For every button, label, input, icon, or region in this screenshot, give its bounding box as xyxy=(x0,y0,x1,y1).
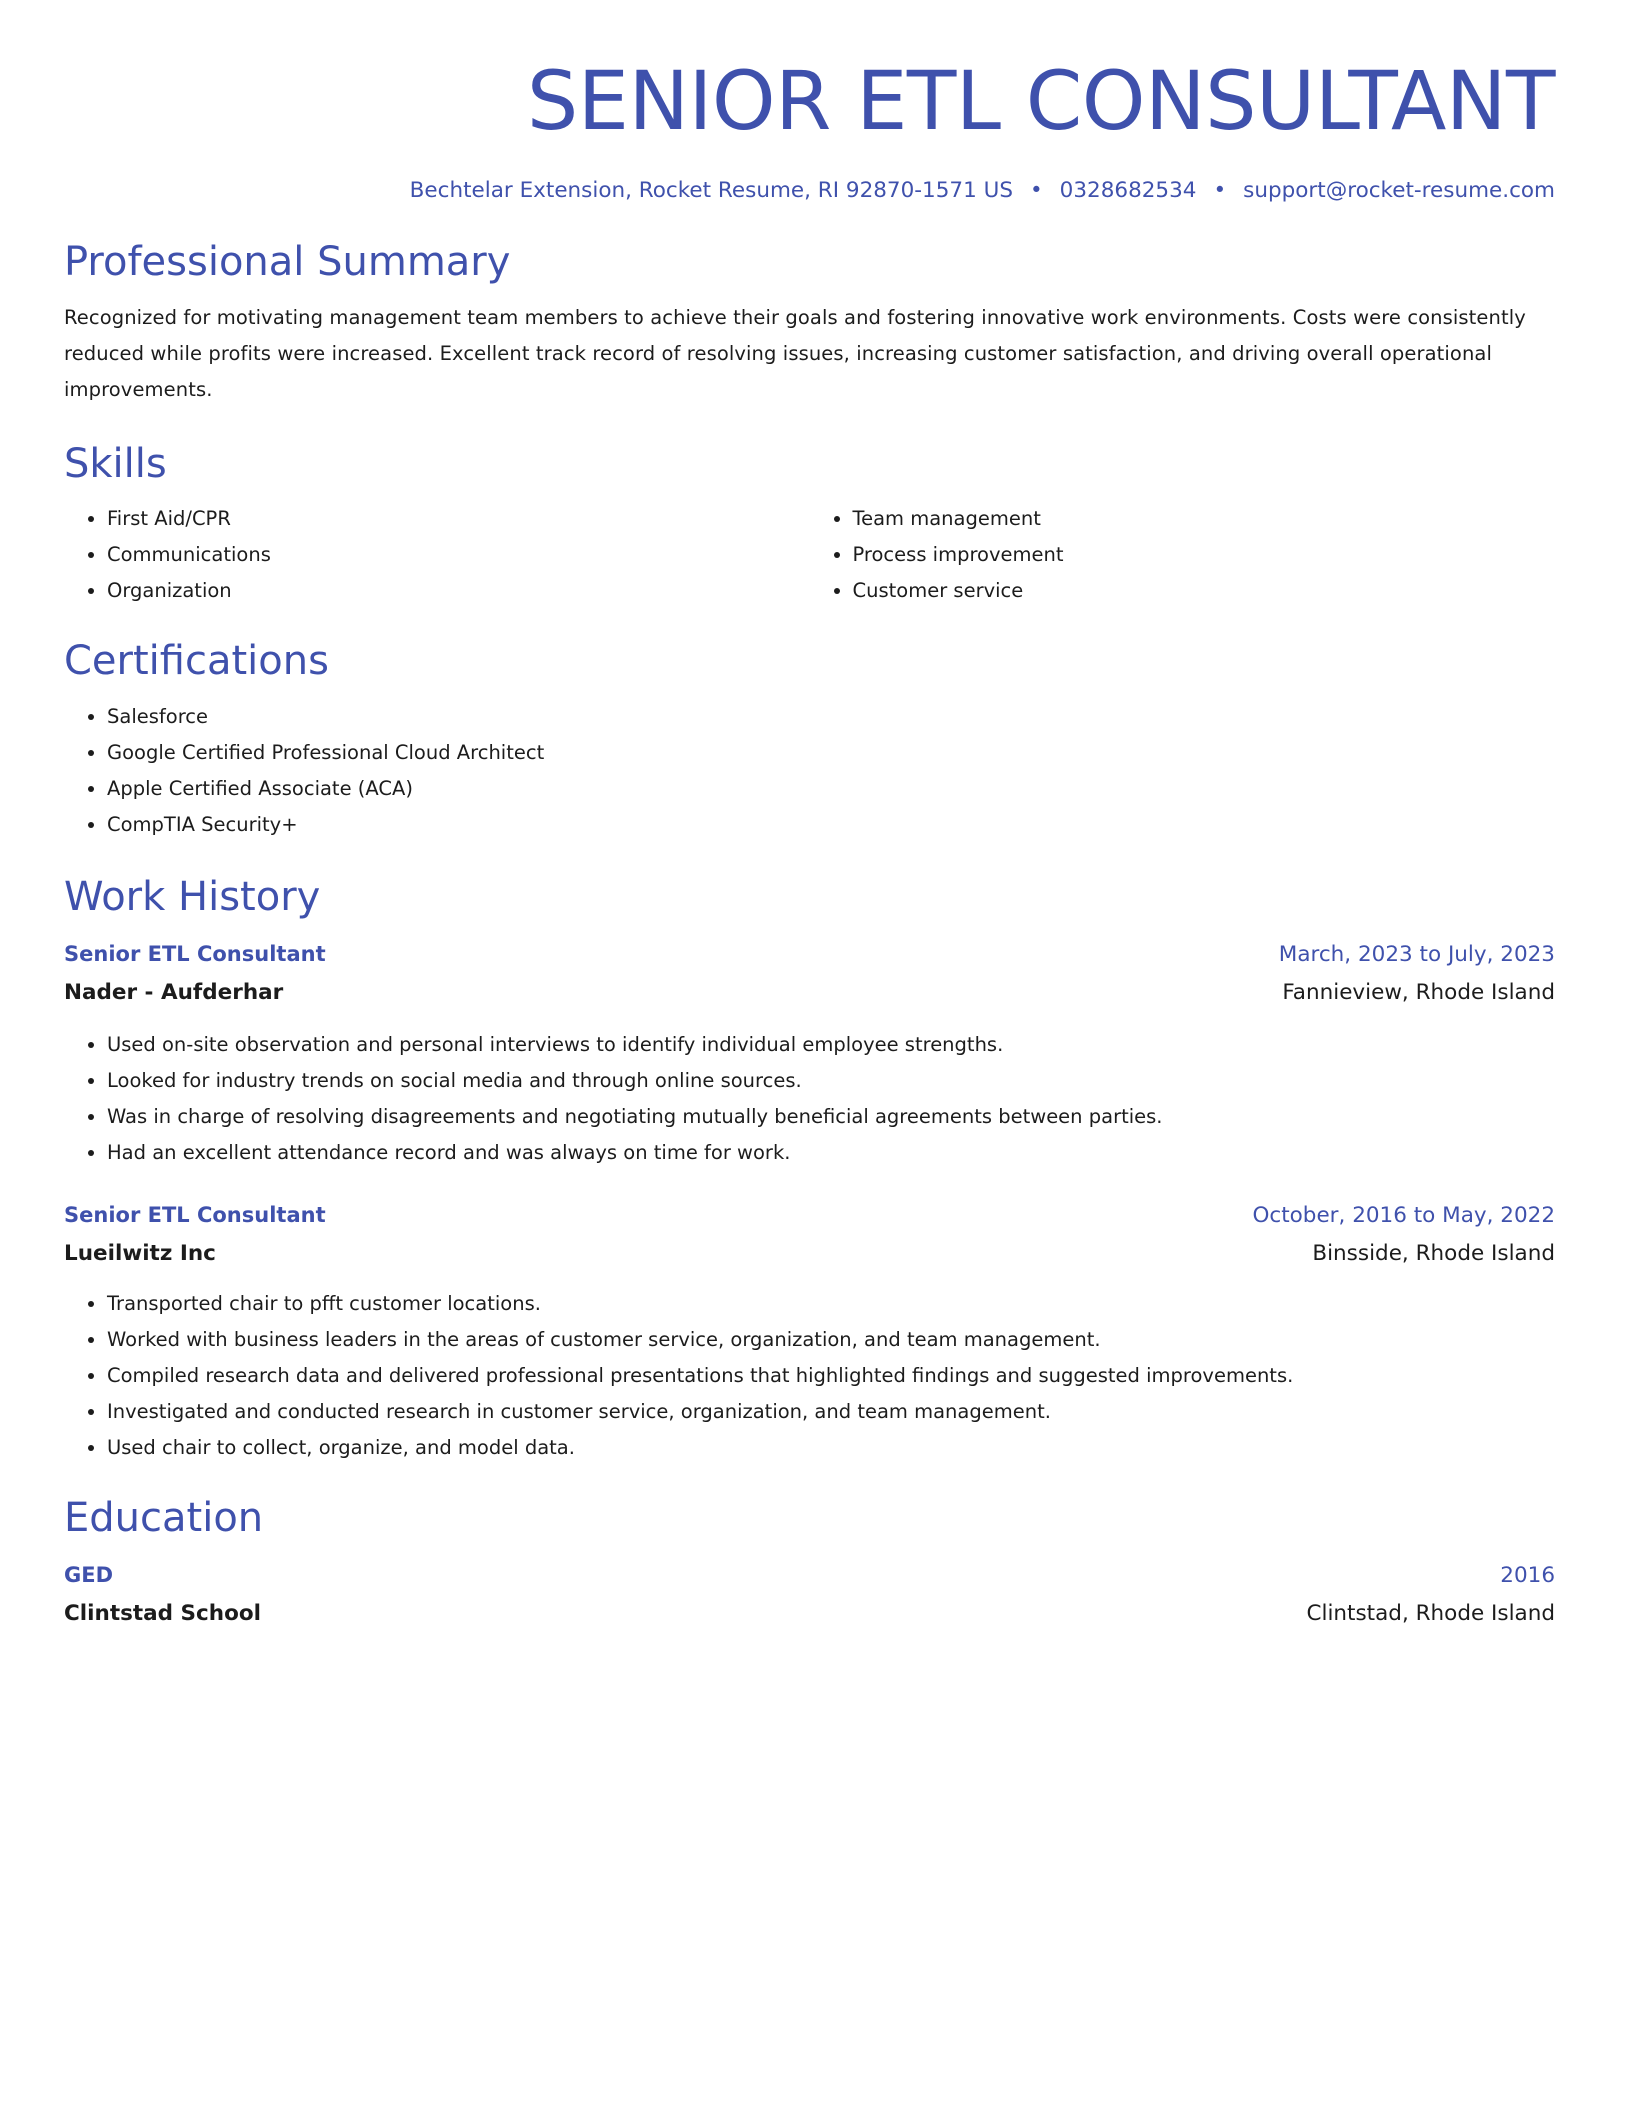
contact-email: support@rocket-resume.com xyxy=(1243,178,1555,203)
job-company: Nader - Aufderhar xyxy=(64,980,284,1005)
job-title: Senior ETL Consultant xyxy=(64,1203,326,1227)
job-header-row xyxy=(64,935,1555,974)
summary-heading: Professional Summary xyxy=(64,239,511,285)
job-dates: October, 2016 to May, 2022 xyxy=(1252,1203,1555,1228)
contact-separator: • xyxy=(1029,178,1043,203)
certification-item: • Apple Certified Associate (ACA) xyxy=(107,771,1555,807)
skill-item: • Organization xyxy=(107,573,810,609)
job-location: Binsside, Rhode Island xyxy=(1312,1241,1555,1266)
education-header-row xyxy=(64,1556,1555,1595)
skills-list xyxy=(64,501,1555,609)
certification-item: • Salesforce xyxy=(107,699,1555,735)
job-company-row xyxy=(64,974,1555,1012)
job-entry xyxy=(64,1196,1555,1466)
education-year: 2016 xyxy=(1500,1563,1555,1588)
education-degree: GED xyxy=(64,1563,114,1587)
job-duties-list xyxy=(64,1286,1555,1466)
certification-item: • CompTIA Security+ xyxy=(107,807,1555,843)
job-company: Lueilwitz Inc xyxy=(64,1241,216,1266)
certifications-list xyxy=(64,699,1555,843)
certifications-heading: Certifications xyxy=(64,638,329,684)
job-duty-item: • Worked with business leaders in the areas of customer service, organization, and team management. xyxy=(107,1322,1555,1358)
job-dates: March, 2023 to July, 2023 xyxy=(1278,942,1555,967)
education-heading: Education xyxy=(64,1495,264,1541)
education-school: Clintstad School xyxy=(64,1601,262,1626)
resume-title: SENIOR ETL CONSULTANT xyxy=(526,55,1555,149)
job-duties-list xyxy=(64,1027,1555,1171)
job-location: Fannieview, Rhode Island xyxy=(1282,980,1555,1005)
job-duty-item: • Was in charge of resolving disagreements and negotiating mutually beneficial agreements between parties. xyxy=(107,1099,1555,1135)
skills-column-left xyxy=(64,501,810,609)
certification-item: • Google Certified Professional Cloud Architect xyxy=(107,735,1555,771)
skill-item: • Team management xyxy=(853,501,1556,537)
job-entry xyxy=(64,935,1555,1171)
contact-line xyxy=(64,176,1555,206)
skills-heading: Skills xyxy=(64,441,167,487)
job-header-row xyxy=(64,1196,1555,1235)
skill-item: • Customer service xyxy=(853,573,1556,609)
contact-separator: • xyxy=(1213,178,1227,203)
job-duty-item: • Compiled research data and delivered professional presentations that highlighted findings and suggested improvements. xyxy=(107,1358,1555,1394)
job-duty-item: • Transported chair to pfft customer locations. xyxy=(107,1286,1555,1322)
skill-item: • First Aid/CPR xyxy=(107,501,810,537)
contact-phone: 0328682534 xyxy=(1059,178,1197,203)
resume-page xyxy=(64,0,1555,1633)
work-history-heading: Work History xyxy=(64,874,321,920)
skill-item: • Process improvement xyxy=(853,537,1556,573)
job-title: Senior ETL Consultant xyxy=(64,942,326,966)
job-company-row xyxy=(64,1235,1555,1273)
job-duty-item: • Looked for industry trends on social media and through online sources. xyxy=(107,1063,1555,1099)
summary-text: Recognized for motivating management team members to achieve their goals and fostering innovative work environments. Costs were consistently reduced while profits were increased. Excellent track record of resolving issues, increasing customer satisfaction, and driving overall operational improvements. xyxy=(64,306,1526,401)
contact-address: Bechtelar Extension, Rocket Resume, RI 92870-1571 US xyxy=(409,178,1013,203)
job-duty-item: • Investigated and conducted research in customer service, organization, and team management. xyxy=(107,1394,1555,1430)
job-duty-item: • Used chair to collect, organize, and model data. xyxy=(107,1430,1555,1466)
education-entry xyxy=(64,1556,1555,1633)
skill-item: • Communications xyxy=(107,537,810,573)
job-duty-item: • Used on-site observation and personal interviews to identify individual employee strengths. xyxy=(107,1027,1555,1063)
job-duty-item: • Had an excellent attendance record and was always on time for work. xyxy=(107,1135,1555,1171)
education-school-row xyxy=(64,1595,1555,1633)
skills-column-right xyxy=(810,501,1556,609)
education-location: Clintstad, Rhode Island xyxy=(1306,1601,1555,1626)
